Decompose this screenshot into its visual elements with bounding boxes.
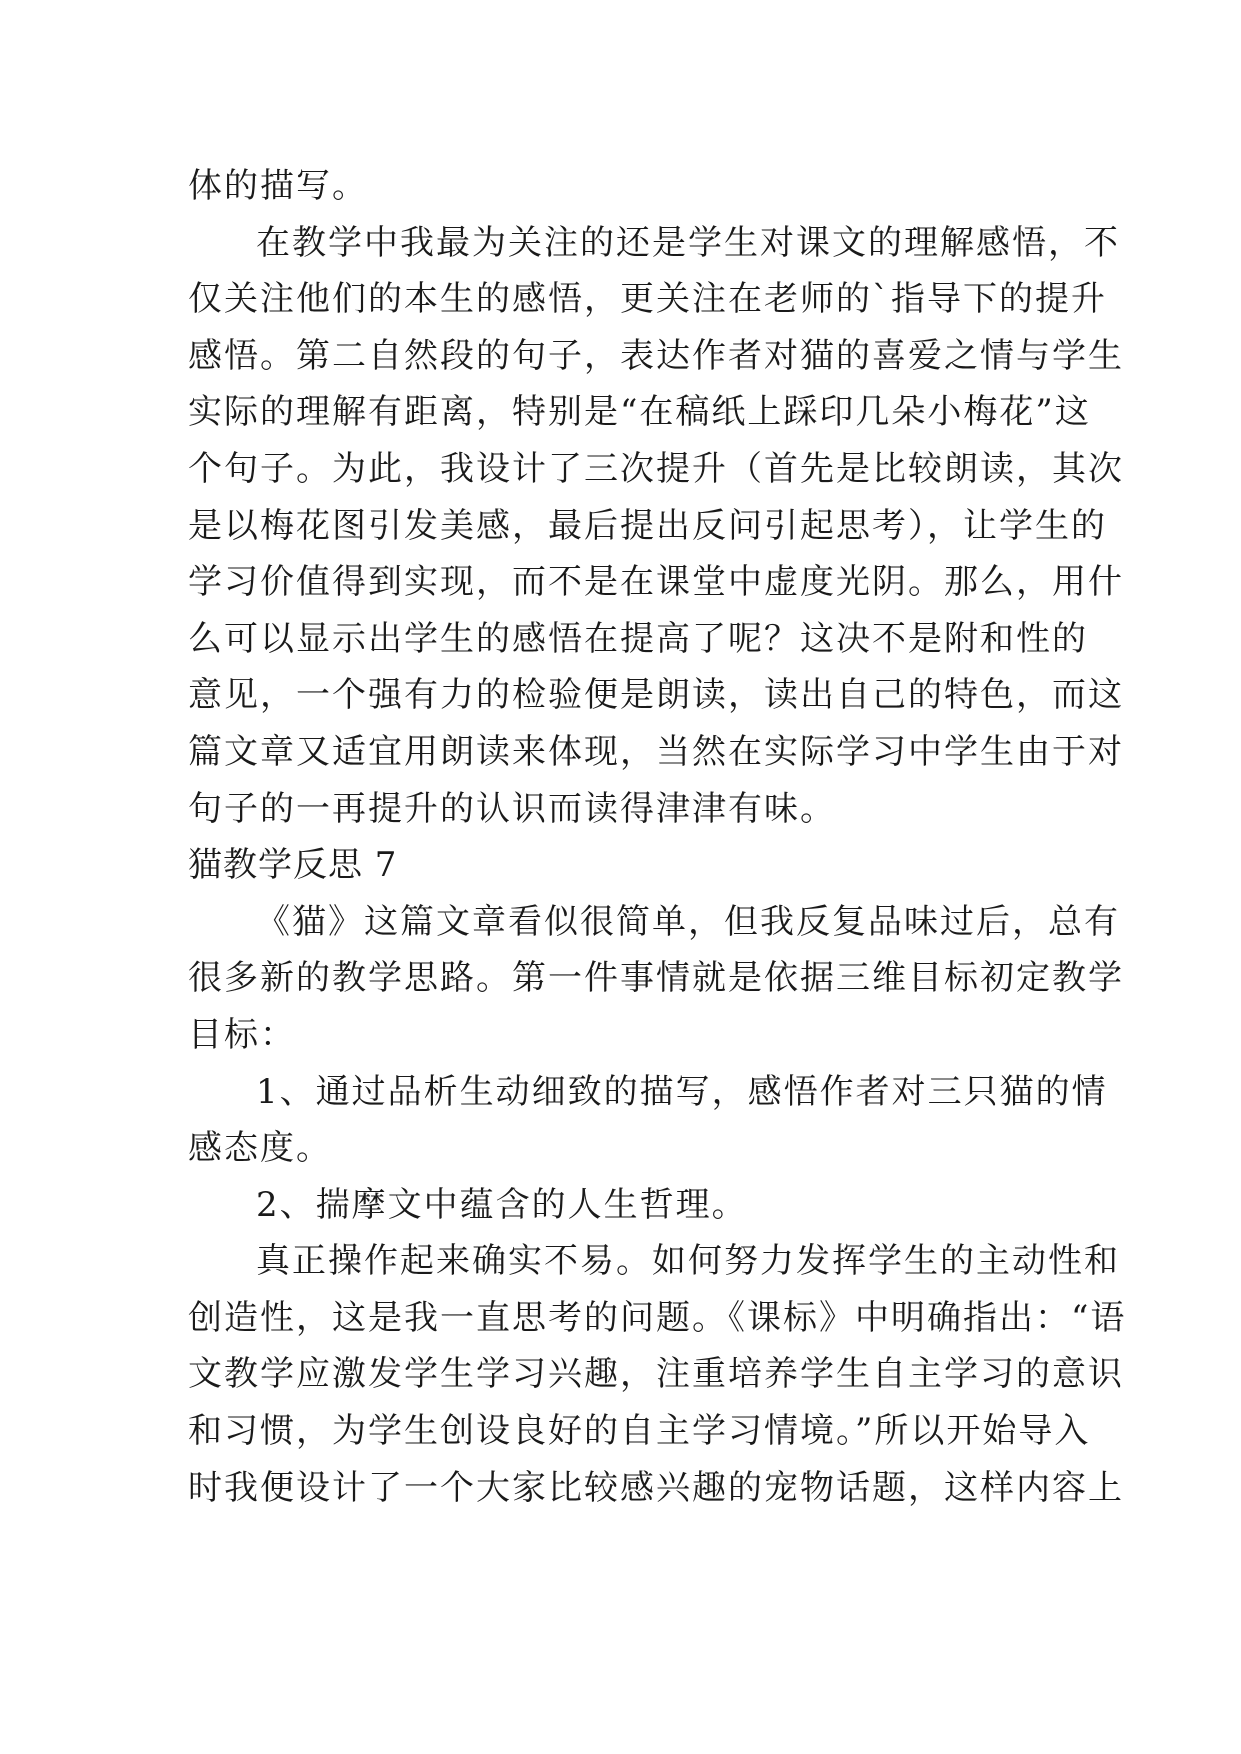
paragraph-line: 文教学应激发学生学习兴趣，注重培养学生自主学习的意识 (188, 1354, 1124, 1395)
paragraph-line: 感悟。第二自然段的句子，表达作者对猫的喜爱之情与学生 (188, 335, 1124, 376)
paragraph-line: 意见，一个强有力的检验便是朗读，读出自己的特色，而这 (188, 675, 1124, 716)
list-item-line: 1、通过品析生动细致的描写，感悟作者对三只猫的情 (256, 1071, 1108, 1112)
paragraph-line: 和习惯，为学生创设良好的自主学习情境。”所以开始导入 (188, 1411, 1091, 1452)
paragraph-line: 句子的一再提升的认识而读得津津有味。 (188, 788, 836, 829)
list-item-line: 2、揣摩文中蕴含的人生哲理。 (256, 1184, 748, 1225)
paragraph-line: 在教学中我最为关注的还是学生对课文的理解感悟，不 (256, 222, 1120, 263)
paragraph-line: 仅关注他们的本生的感悟，更关注在老师的`指导下的提升 (188, 279, 1107, 320)
section-heading: 猫教学反思 7 (188, 845, 398, 886)
paragraph-line: 很多新的教学思路。第一件事情就是依据三维目标初定教学 (188, 958, 1124, 999)
paragraph-line: 创造性，这是我一直思考的问题。《课标》中明确指出：“语 (188, 1297, 1127, 1338)
list-item-line: 感态度。 (188, 1128, 332, 1169)
paragraph-line: 实际的理解有距离，特别是“在稿纸上踩印几朵小梅花”这 (188, 392, 1091, 433)
paragraph-line: 个句子。为此，我设计了三次提升（首先是比较朗读，其次 (188, 448, 1124, 489)
document-body (188, 158, 1127, 1516)
paragraph-line: 体的描写。 (188, 166, 368, 206)
paragraph-line: 么可以显示出学生的感悟在提高了呢？这决不是附和性的 (188, 618, 1088, 659)
paragraph-line: 学习价值得到实现，而不是在课堂中虚度光阴。那么，用什 (188, 562, 1124, 603)
paragraph-line: 是以梅花图引发美感，最后提出反问引起思考），让学生的 (188, 505, 1107, 546)
paragraph-line: 篇文章又适宜用朗读来体现，当然在实际学习中学生由于对 (188, 731, 1124, 772)
paragraph-line: 真正操作起来确实不易。如何努力发挥学生的主动性和 (256, 1241, 1120, 1282)
paragraph-line: 时我便设计了一个大家比较感兴趣的宠物话题，这样内容上 (188, 1467, 1124, 1508)
paragraph-line: 目标： (188, 1014, 296, 1055)
paragraph-line: 《猫》这篇文章看似很简单，但我反复品味过后，总有 (256, 901, 1120, 942)
